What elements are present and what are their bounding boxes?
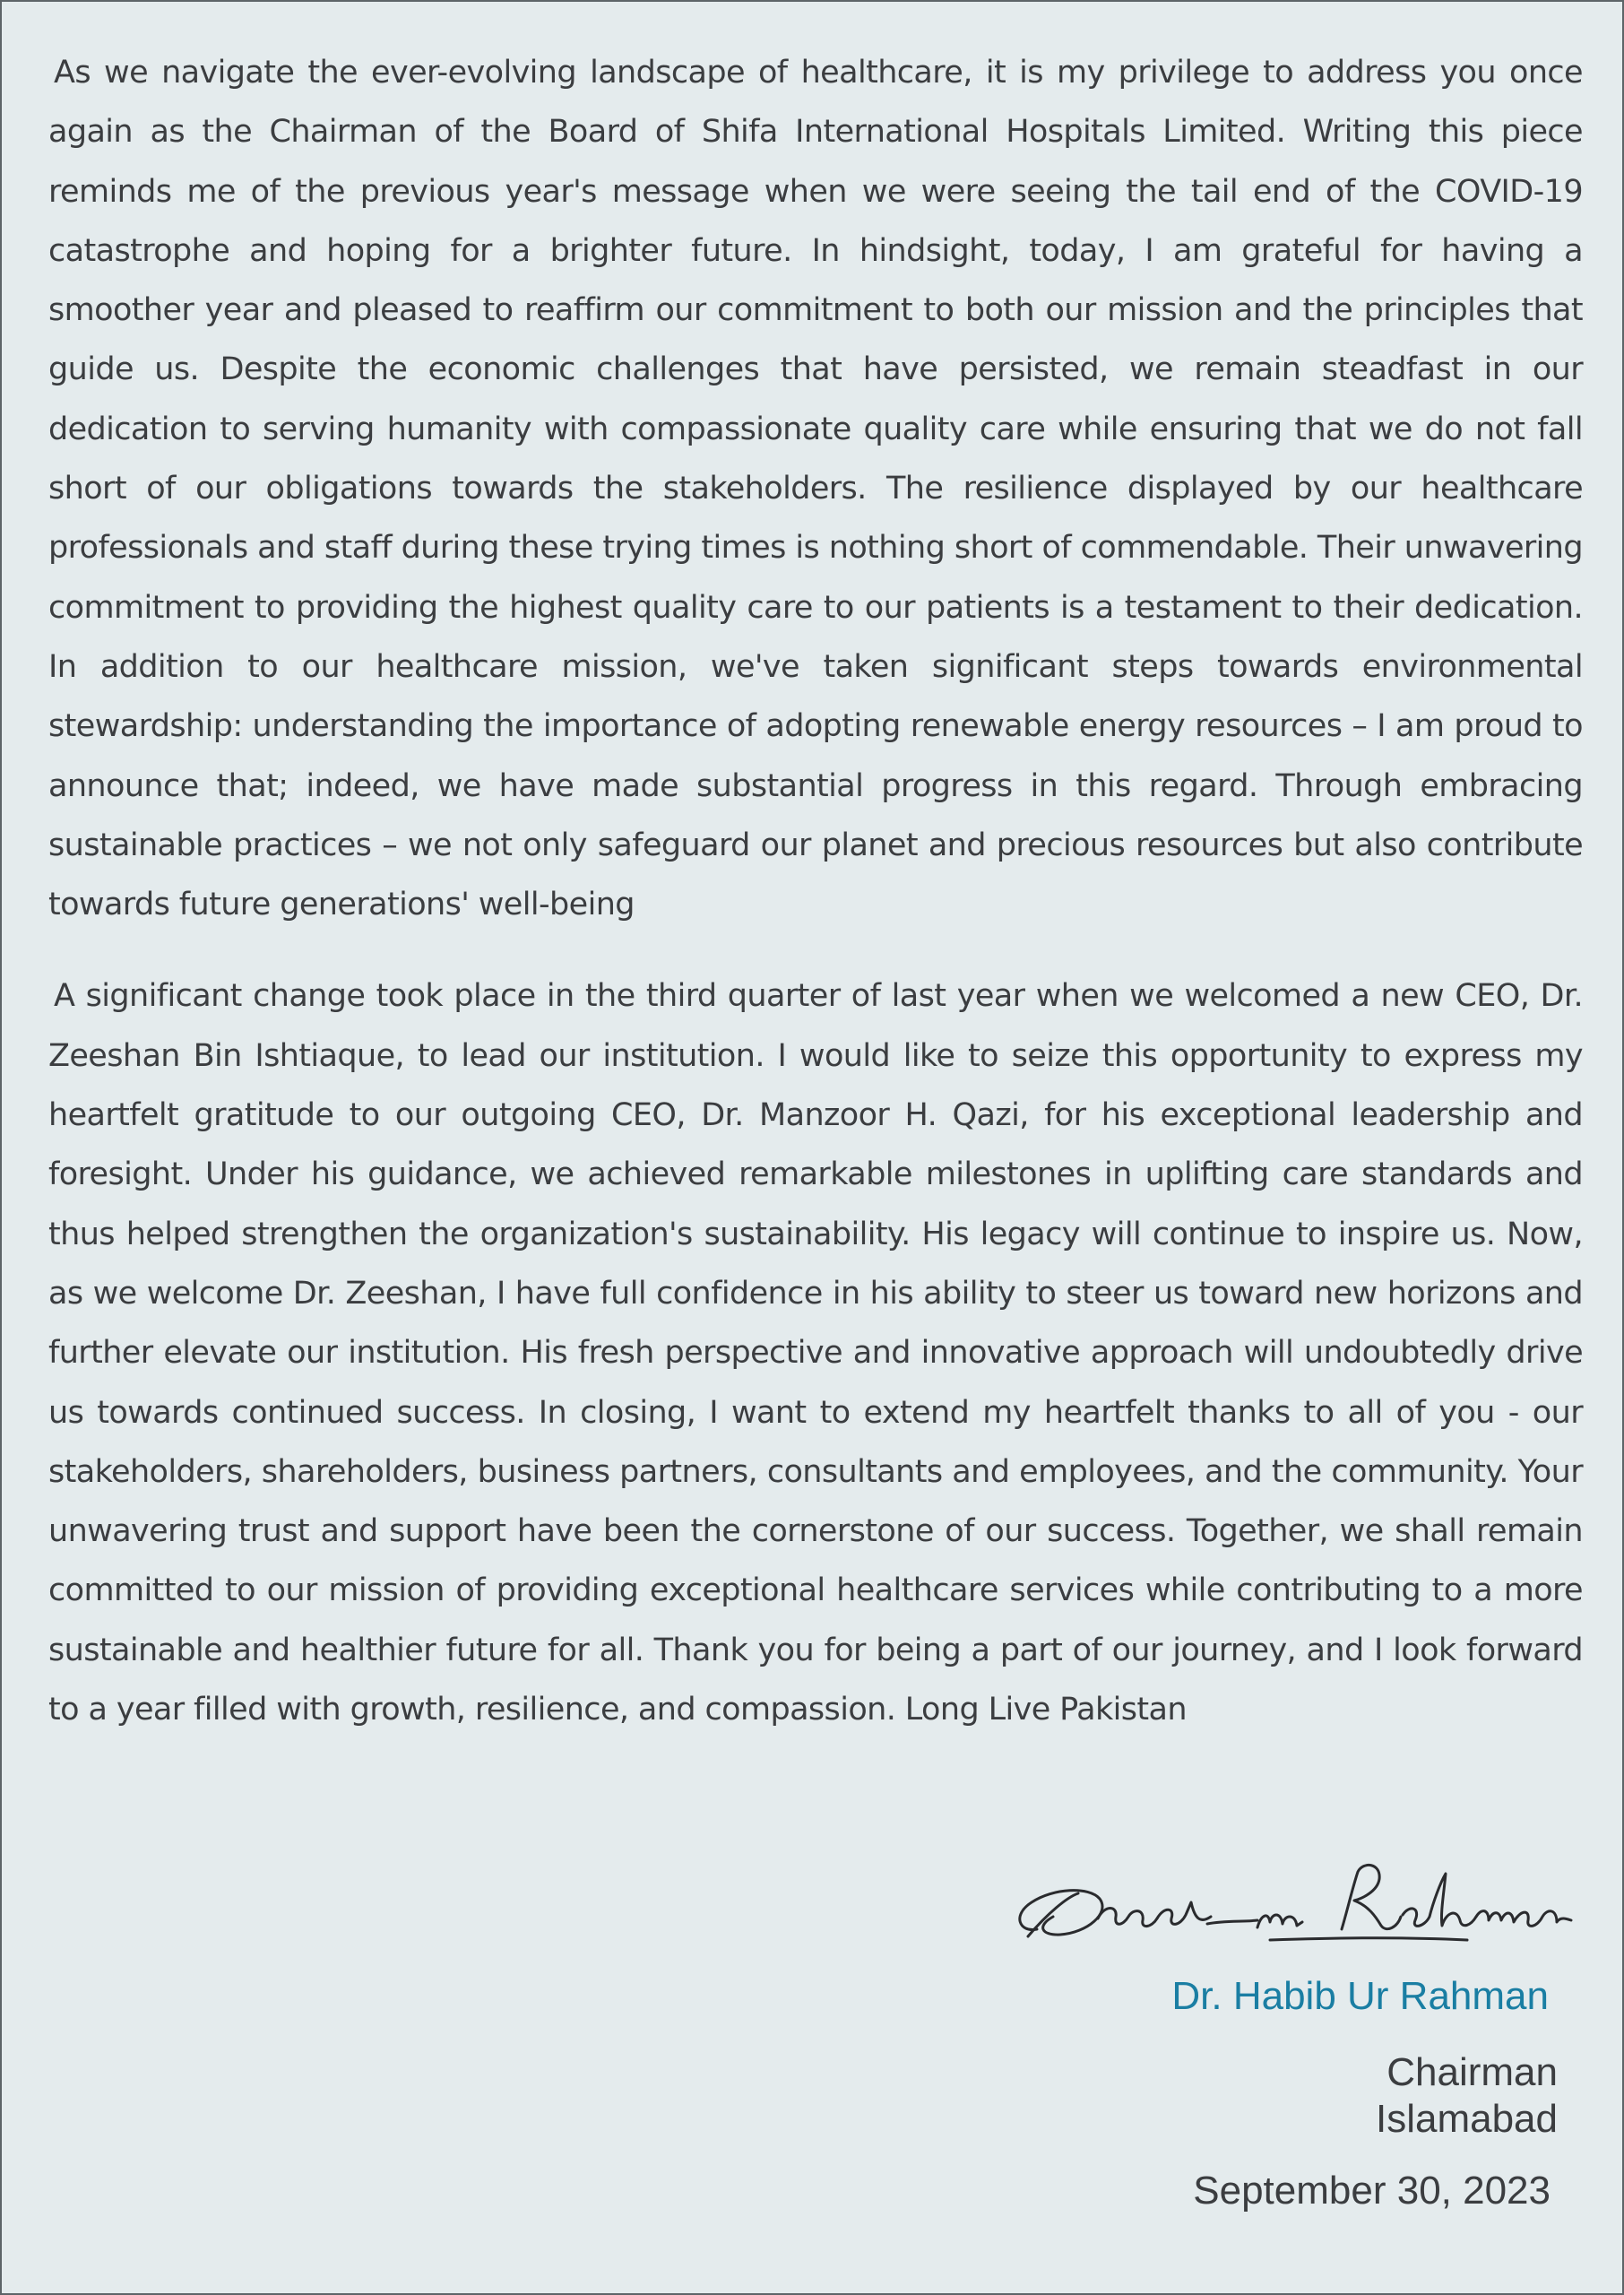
signatory-name: Dr. Habib Ur Rahman [1171,1974,1549,2018]
signature-block [1171,1970,1558,2214]
letter-paragraph-2: A significant change took place in the third quarter of last year when we welcomed a new CEO, Dr. Zeeshan Bin Ishtiaque, to lead our institution. I would like to seize this opportunity to express my heartfelt gratitude to our outgoing CEO, Dr. Manzoor H. Qazi, for his exceptional leadership and foresight. Under his guidance, we achieved remarkable milestones in uplifting care standards and thus helped strengthen the organization's sustainability. His legacy will continue to inspire us. Now, as we welcome Dr. Zeeshan, I have full confidence in his ability to steer us toward new horizons and further elevate our institution. His fresh perspective and innovative approach will undoubtedly drive us towards continued success. In closing, I want to extend my heartfelt thanks to all of you - our stakeholders, shareholders, business partners, consultants and employees, and the community. Your unwavering trust and support have been the cornerstone of our success. Together, we shall remain committed to our mission of providing exceptional healthcare services while contributing to a more sustainable and healthier future for all. Thank you for being a part of our journey, and I look forward to a year filled with growth, resilience, and compassion. Long Live Pakistan [48,978,1583,1728]
handwritten-signature [1001,1850,1575,1967]
letter-date: September 30, 2023 [1193,2169,1551,2213]
signatory-title: Chairman [1386,2050,1558,2094]
letter-body [48,43,1583,1739]
signatory-city: Islamabad [1375,2097,1558,2141]
letter-paragraph-1: As we navigate the ever-evolving landscape of healthcare, it is my privilege to address you once again as the Chairman of the Board of Shifa International Hospitals Limited. Writing this piece reminds me of the previous year's message when we were seeing the tail end of the COVID-19 catastrophe and hoping for a brighter future. In hindsight, today, I am grateful for having a smoother year and pleased to reaffirm our commitment to both our mission and the principles that guide us. Despite the economic challenges that have persisted, we remain steadfast in our dedication to serving humanity with compassionate quality care while ensuring that we do not fall short of our obligations towards the stakeholders. The resilience displayed by our healthcare professionals and staff during these trying times is nothing short of commendable. Their unwavering commitment to providing the highest quality care to our patients is a testament to their dedication. In addition to our healthcare mission, we've taken significant steps towards environmental stewardship: understanding the importance of adopting renewable energy resources – I am proud to announce that; indeed, we have made substantial progress in this regard. Through embracing sustainable practices – we not only safeguard our planet and precious resources but also contribute towards future generations' well-being [48,55,1583,923]
